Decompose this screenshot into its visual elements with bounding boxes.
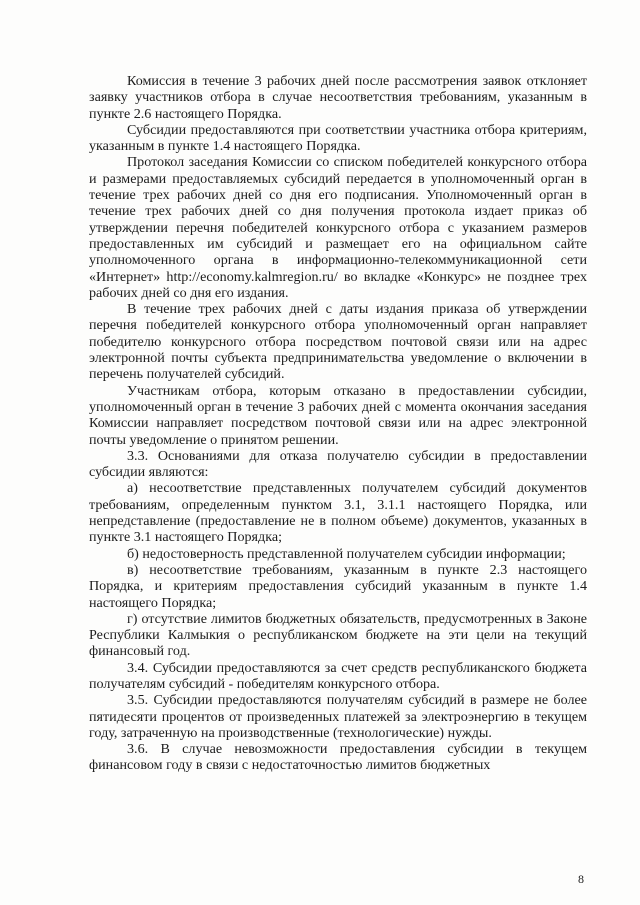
paragraph-protocol: Протокол заседания Комиссии со списком победителей конкурсного отбора и размерами предоставляемых субсидий передается в уполномоченный орган в течение трех рабочих дней со дня его подписания. Уполномоченный орган в течение трех рабочих дней со дня получения протокола издает приказ об утверждении перечня победителей конкурсного отбора с указанием размеров предоставленных им субсидий и размещает его на официальном сайте уполномоченного органа в информационно-телекоммуникационной сети «Интернет» http://economy.kalmregion.ru/ во вкладке «Конкурс» не позднее трех рабочих дней со дня его издания. <box>89 154 587 301</box>
page-number: 8 <box>578 872 584 886</box>
list-item-a: а) несоответствие представленных получателем субсидий документов требованиям, определенным пунктом 3.1, 3.1.1 настоящего Порядка, или непредставление (предоставление не в полном объеме) документов, указанных в пункте 3.1 настоящего Порядка; <box>89 480 587 546</box>
paragraph-3-3-heading: 3.3. Основаниями для отказа получателю субсидии в предоставлении субсидии являются: <box>89 447 587 481</box>
list-item-g: г) отсутствие лимитов бюджетных обязательств, предусмотренных в Законе Республики Калмыкия о республиканском бюджете на эти цели на текущий финансовый год. <box>89 610 587 660</box>
paragraph-3-6: 3.6. В случае невозможности предоставления субсидии в текущем финансовом году в связи с недостаточностью лимитов бюджетных <box>89 741 587 774</box>
paragraph-commission-rejection: Комиссия в течение 3 рабочих дней после рассмотрения заявок отклоняет заявку участников отбора в случае несоответствия требованиям, указанным в пункте 2.6 настоящего Порядка. <box>89 73 587 122</box>
paragraph-refusal-notification: Участникам отбора, которым отказано в предоставлении субсидии, уполномоченный орган в течение 3 рабочих дней с момента окончания заседания Комиссии направляет посредством почтовой связи или на адрес электронной почты уведомление о принятом решении. <box>89 382 587 448</box>
paragraph-subsidy-criteria: Субсидии предоставляются при соответствии участника отбора критериям, указанным в пункте 1.4 настоящего Порядка. <box>89 121 587 155</box>
paragraph-3-5: 3.5. Субсидии предоставляются получателям субсидий в размере не более пятидесяти процентов от произведенных платежей за электроэнергию в текущем году, затраченную на производственные (технологические) нужды. <box>89 692 587 741</box>
list-item-v: в) несоответствие требованиям, указанным в пункте 2.3 настоящего Порядка, и критериям предоставления субсидий указанным в пункте 1.4 настоящего Порядка; <box>89 561 587 611</box>
paragraph-3-4: 3.4. Субсидии предоставляются за счет средств республиканского бюджета получателям субсидий - победителям конкурсного отбора. <box>89 659 587 692</box>
document-body <box>89 73 587 774</box>
list-item-b: б) недостоверность представленной получателем субсидии информации; <box>127 545 566 562</box>
paragraph-winner-notification: В течение трех рабочих дней с даты издания приказа об утверждении перечня победителей конкурсного отбора уполномоченный орган направляет победителю конкурсного отбора посредством почтовой связи или на адрес электронной почты субъекта предпринимательства уведомление о включении в перечень получателей субсидий. <box>89 301 587 383</box>
